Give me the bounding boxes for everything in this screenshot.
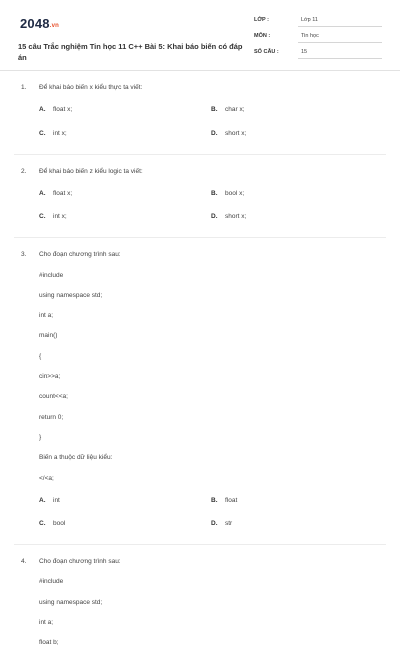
header-divider [0, 70, 400, 71]
question-line: Biến a thuộc dữ liệu kiểu: [39, 454, 113, 462]
option-letter: A. [39, 496, 46, 504]
question-line: count<<a; [39, 393, 68, 401]
meta-underline [298, 26, 382, 27]
option-letter: D. [211, 129, 218, 137]
option-letter: C. [39, 129, 46, 137]
question-text: Để khai báo biến x kiểu thực ta viết: [39, 84, 143, 91]
question-line: int a; [39, 619, 54, 626]
meta-label-count: SỐ CÂU : [254, 49, 279, 55]
answer-option-b[interactable] [211, 497, 237, 504]
question-line: </<a; [39, 474, 54, 482]
answer-option-c[interactable] [39, 213, 67, 220]
meta-value-subject: Tin học [301, 33, 319, 39]
answer-option-b[interactable] [211, 106, 245, 113]
question-line: using namespace std; [39, 598, 103, 606]
question-text: Để khai báo biến z kiểu logic ta viết: [39, 167, 143, 175]
meta-underline [298, 42, 382, 43]
question-number: 4. [21, 558, 27, 566]
question-text: Cho đoạn chương trình sau: [39, 251, 121, 259]
meta-underline [298, 58, 382, 59]
answer-option-d[interactable] [211, 213, 246, 220]
question-separator [14, 154, 386, 155]
option-text: bool [53, 520, 66, 528]
question-line: { [39, 352, 42, 360]
question-number: 3. [21, 251, 27, 259]
meta-label-subject: MÔN : [254, 33, 271, 39]
option-letter: C. [39, 520, 46, 528]
meta-label-class: LỚP : [254, 17, 269, 23]
document-title: 15 câu Trắc nghiệm Tin học 11 C++ Bài 5: Khai báo biến có đáp án [18, 42, 243, 62]
option-text: float x; [53, 106, 73, 113]
question-line: #include [39, 271, 64, 279]
answer-option-c[interactable] [39, 520, 65, 527]
question-line: using namespace std; [39, 291, 103, 299]
question-line: return 0; [39, 413, 64, 421]
option-letter: A. [39, 106, 46, 113]
option-letter: D. [211, 520, 218, 528]
question-line: #include [39, 578, 64, 586]
answer-option-b[interactable] [211, 190, 244, 197]
question-line: cin>>a; [39, 373, 61, 380]
answer-option-a[interactable] [39, 190, 72, 197]
meta-value-count: 15 [301, 49, 308, 55]
option-letter: D. [211, 213, 218, 221]
answer-option-d[interactable] [211, 520, 232, 527]
option-text: bool x; [225, 189, 245, 197]
answer-option-c[interactable] [39, 130, 67, 137]
option-letter: B. [211, 496, 218, 504]
option-text: float [225, 496, 238, 504]
question-number: 2. [21, 167, 27, 175]
question-number: 1. [21, 84, 27, 91]
option-text: short x; [225, 213, 247, 221]
option-text: char x; [225, 106, 245, 113]
option-text: int x; [53, 213, 67, 221]
option-text: short x; [225, 129, 247, 137]
meta-row-count [254, 44, 382, 60]
site-logo[interactable] [20, 16, 59, 31]
logo-text: 2048 [20, 16, 50, 31]
option-text: str [225, 520, 233, 528]
meta-row-subject [254, 28, 382, 44]
header [18, 12, 382, 66]
option-letter: A. [39, 189, 46, 197]
question-line: int a; [39, 312, 54, 320]
question-separator [14, 544, 386, 545]
question-line: main() [39, 332, 58, 340]
question-text: Cho đoạn chương trình sau: [39, 558, 121, 566]
option-letter: B. [211, 106, 218, 113]
answer-option-d[interactable] [211, 130, 246, 137]
meta-row-class [254, 12, 382, 28]
meta-info [254, 12, 382, 60]
question-separator [14, 237, 386, 238]
option-text: float x; [53, 189, 73, 197]
question-line: } [39, 433, 42, 441]
meta-value-class: Lớp 11 [301, 17, 318, 23]
question-line: float b; [39, 639, 59, 646]
answer-option-a[interactable] [39, 106, 72, 113]
option-text: int x; [53, 129, 67, 137]
option-text: int [53, 496, 60, 504]
option-letter: C. [39, 213, 46, 221]
option-letter: B. [211, 189, 218, 197]
logo-suffix: .vn [49, 23, 60, 29]
answer-option-a[interactable] [39, 497, 60, 504]
